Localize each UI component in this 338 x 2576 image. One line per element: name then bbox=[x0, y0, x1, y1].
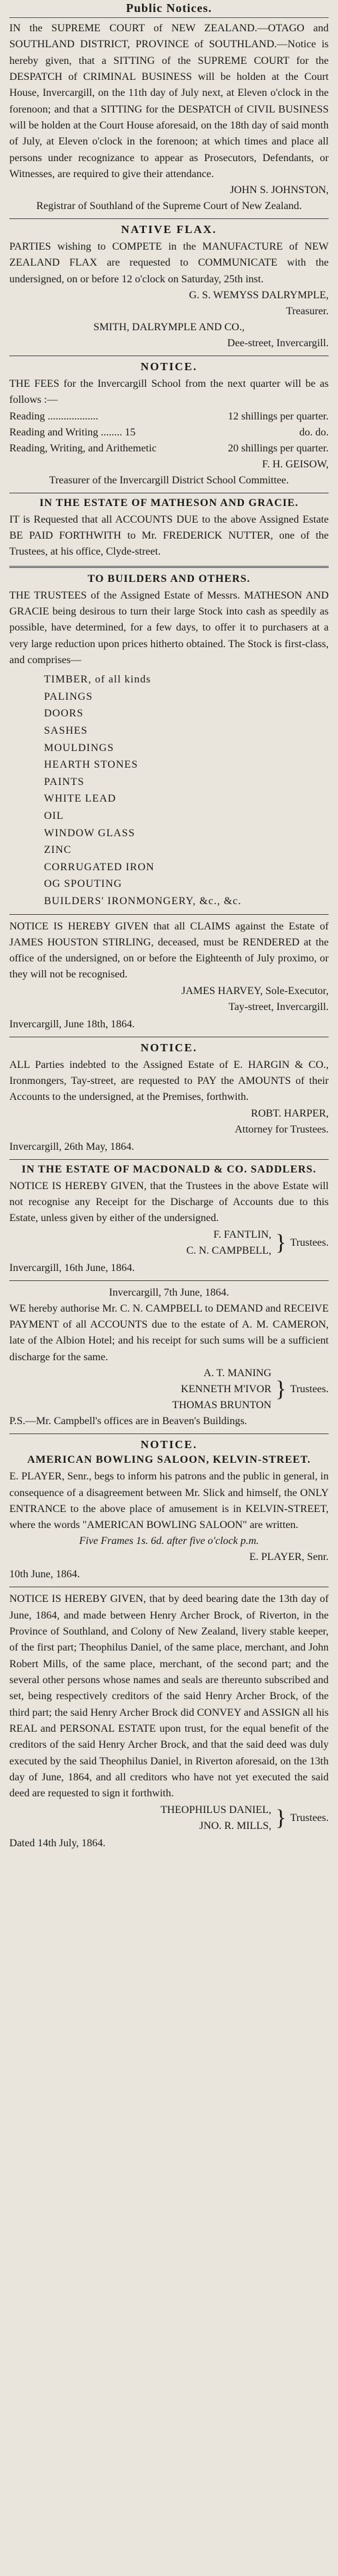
list-item: OG SPOUTING bbox=[44, 878, 123, 890]
trustee-name: KENNETH M'IVOR bbox=[181, 1383, 272, 1395]
trustee-block bbox=[9, 1366, 329, 1414]
notice-body: NOTICE IS HEREBY GIVEN, that the Trustees in the above Estate will not recognise any Receipt for the Discharge of Accounts due to this Estate, unless given by either of the undersigned. bbox=[9, 1180, 329, 1224]
fee-amount: 20 shillings per quarter. bbox=[227, 442, 329, 454]
list-item: DOORS bbox=[44, 708, 84, 720]
list-item: PAINTS bbox=[44, 776, 85, 788]
notice-body: E. PLAYER, Senr., begs to inform his patrons and the public in general, in consequence of a disagreement between Mr. Slick and himself, the ONLY ENTRANCE to the above place of amusement is in KELVIN-STREET, where the words "AMERICAN BOWLING SALOON" are written. bbox=[9, 1471, 329, 1531]
notice-signature-title: Treasurer of the Invercargill District School Committee. bbox=[49, 474, 289, 486]
notice-title: TO BUILDERS AND OTHERS. bbox=[87, 573, 251, 585]
fee-subject: Reading ................... bbox=[9, 410, 99, 422]
notice-postscript: P.S.—Mr. Campbell's offices are in Beaven's Buildings. bbox=[9, 1415, 247, 1427]
list-item: CORRUGATED IRON bbox=[44, 861, 155, 873]
fee-amount: do. do. bbox=[299, 426, 329, 438]
brace-icon: } bbox=[275, 1376, 287, 1402]
notice-signature-address: Dee-street, Invercargill. bbox=[227, 338, 329, 350]
trustee-name: THEOPHILUS DANIEL, bbox=[160, 1804, 272, 1816]
list-item: OIL bbox=[44, 810, 64, 822]
notice-date: Invercargill, 16th June, 1864. bbox=[9, 1262, 135, 1274]
list-item: TIMBER, of all kinds bbox=[44, 674, 151, 686]
notice-signature: E. PLAYER, Senr. bbox=[249, 1551, 329, 1563]
trustee-name: JNO. R. MILLS, bbox=[199, 1820, 272, 1832]
notice-body: NOTICE IS HEREBY GIVEN, that by deed bearing date the 13th day of June, 1864, and made between Henry Archer Brock, of Riverton, in the Province of Southland, and Colony of New Zealand, livery stable keeper, of the first part; Theophilus Daniel, of the same place, merchant, and John Robert Mills, of the same place, merchant, of the second part; and the several other persons whose names and seals are thereunto subscribed and set, being respectively creditors of the said Henry Archer Brock, of the third part; the said Henry Archer Brock did CONVEY and ASSIGN all his REAL and PERSONAL ESTATE upon trust, for the equal benefit of the creditors of the said Henry Archer Brock, and that the said deed was duly executed by the said Theophilus Daniel, in Riverton aforesaid, on the 13th day of June, 1864, and all creditors who have not yet executed the said deed are requested to sign it forthwith. bbox=[9, 1593, 329, 1800]
brace-icon: } bbox=[275, 1230, 287, 1255]
newspaper-column bbox=[9, 0, 329, 1852]
notice-title: IN THE ESTATE OF MACDONALD & CO. SADDLERS. bbox=[21, 1163, 317, 1175]
notice-body: IN the SUPREME COURT of NEW ZEALAND.—OTAGO and SOUTHLAND DISTRICT, PROVINCE of SOUTHLAND.—Notice is hereby given, that a SITTING of the SUPREME COURT for the DESPATCH of CRIMINAL BUSINESS will be holden at the Court House, Invercargill, on the 11th day of July next, at Eleven o'clock in the forenoon; and that a SITTING for the DESPATCH of CIVIL BUSINESS will be holden at the Court House aforesaid, on the 18th day of said month of July, at Eleven o'clock in the forenoon; at which times and place all persons under recognizance to appear as Prosecutors, Defendants, or Witnesses, are required to give their attendance. bbox=[9, 23, 329, 180]
fee-amount: 12 shillings per quarter. bbox=[227, 410, 329, 422]
divider bbox=[9, 1280, 329, 1281]
page-title: Public Notices. bbox=[9, 1, 329, 18]
notice-signature: ROBT. HARPER, bbox=[251, 1107, 329, 1119]
list-item: BUILDERS' IRONMONGERY, &c., &c. bbox=[44, 895, 242, 907]
fee-row bbox=[9, 425, 329, 441]
list-item: ZINC bbox=[44, 844, 72, 856]
trustee-name: THOMAS BRUNTON bbox=[172, 1399, 272, 1411]
notice-signature: F. H. GEISOW, bbox=[262, 458, 329, 470]
notice-subtitle: AMERICAN BOWLING SALOON, KELVIN-STREET. bbox=[27, 1454, 311, 1466]
list-item: PALINGS bbox=[44, 690, 93, 702]
notice-stirling-estate bbox=[9, 919, 329, 1033]
notice-macdonald-estate bbox=[9, 1164, 329, 1276]
list-item: WHITE LEAD bbox=[44, 793, 117, 805]
divider bbox=[9, 1433, 329, 1434]
fee-row bbox=[9, 409, 329, 425]
notice-date: Invercargill, June 18th, 1864. bbox=[9, 1018, 135, 1030]
notice-to-builders bbox=[9, 573, 329, 910]
notice-signature: JOHN S. JOHNSTON, bbox=[229, 184, 329, 196]
notice-title: NATIVE FLAX. bbox=[121, 223, 217, 236]
notice-supreme-court bbox=[9, 21, 329, 214]
notice-cameron-estate bbox=[9, 1285, 329, 1430]
trustee-block bbox=[9, 1227, 329, 1259]
trustee-name: A. T. MANING bbox=[203, 1367, 272, 1379]
notice-body: PARTIES wishing to COMPETE in the MANUFACTURE of NEW ZEALAND FLAX are requested to COMMUNICATE with the undersigned, on or before 12 o'clock on Saturday, 25th inst. bbox=[9, 241, 329, 285]
trustee-names bbox=[172, 1366, 271, 1414]
divider bbox=[9, 1159, 329, 1160]
trustee-name: C. N. CAMPBELL, bbox=[186, 1244, 272, 1256]
notice-hargin-estate bbox=[9, 1041, 329, 1155]
notice-date: Invercargill, 7th June, 1864. bbox=[109, 1286, 229, 1298]
divider bbox=[9, 218, 329, 219]
notice-body: THE TRUSTEES of the Assigned Estate of Messrs. MATHESON AND GRACIE being desirous to turn their large Stock into cash as speedily as possible, have determined, for a few days, to offer it to purchasers at a very large reduction upon prices hitherto obtained. The Stock is first-class, and comprises— bbox=[9, 589, 329, 666]
notice-signature: JAMES HARVEY, Sole-Executor, bbox=[181, 985, 329, 997]
brace-icon: } bbox=[275, 1805, 287, 1830]
trustee-names bbox=[161, 1802, 271, 1834]
notice-signature-firm: SMITH, DALRYMPLE AND CO., bbox=[93, 322, 245, 334]
notice-school-fees bbox=[9, 360, 329, 489]
fee-subject: Reading, Writing, and Arithemetic bbox=[9, 442, 157, 454]
notice-brock-estate bbox=[9, 1591, 329, 1851]
trustee-block bbox=[9, 1802, 329, 1834]
divider bbox=[9, 566, 329, 568]
notice-matheson-gracie bbox=[9, 497, 329, 561]
notice-signature-title: Attorney for Trustees. bbox=[235, 1123, 329, 1135]
list-item: SASHES bbox=[44, 724, 88, 736]
notice-native-flax bbox=[9, 223, 329, 352]
notice-body: THE FEES for the Invercargill School from the next quarter will be as follows :— bbox=[9, 378, 329, 406]
notice-title: NOTICE. bbox=[140, 1438, 198, 1451]
notice-body: WE hereby authorise Mr. C. N. CAMPBELL to DEMAND and RECEIVE PAYMENT of all ACCOUNTS due to the estate of A. M. CAMERON, late of the Albion Hotel; and his receipt for such sums will be a sufficient discharge for the same. bbox=[9, 1302, 329, 1363]
notice-signature-title: Treasurer. bbox=[286, 306, 329, 318]
notice-note: Five Frames 1s. 6d. after five o'clock p.m. bbox=[79, 1535, 259, 1547]
stock-list bbox=[44, 671, 329, 909]
fee-subject: Reading and Writing ........ 15 bbox=[9, 426, 136, 438]
notice-body: IT is Requested that all ACCOUNTS DUE to the above Assigned Estate BE PAID FORTHWITH to Mr. FREDERICK NUTTER, one of the Trustees, at his office, Clyde-street. bbox=[9, 513, 329, 558]
notice-date: Invercargill, 26th May, 1864. bbox=[9, 1141, 135, 1153]
divider bbox=[9, 914, 329, 915]
notice-title: NOTICE. bbox=[140, 1041, 198, 1054]
notice-title: NOTICE. bbox=[140, 360, 198, 374]
trustee-role: Trustees. bbox=[290, 1236, 329, 1248]
trustee-name: F. FANTLIN, bbox=[213, 1228, 272, 1240]
notice-body: NOTICE IS HEREBY GIVEN that all CLAIMS against the Estate of JAMES HOUSTON STIRLING, deceased, must be RENDERED at the office of the undersigned, on or before the Eighteenth of July proximo, or they will not be recognised. bbox=[9, 920, 329, 981]
trustee-names bbox=[186, 1227, 271, 1259]
notice-signature-title: Registrar of Southland of the Supreme Court of New Zealand. bbox=[36, 200, 302, 212]
notice-body: ALL Parties indebted to the Assigned Estate of E. HARGIN & CO., Ironmongers, Tay-street, are requested to PAY the AMOUNTS of their Accounts to the undersigned, at the Premises, forthwith. bbox=[9, 1059, 329, 1103]
list-item: HEARTH STONES bbox=[44, 759, 139, 771]
list-item: WINDOW GLASS bbox=[44, 827, 135, 839]
notice-signature-address: Tay-street, Invercargill. bbox=[228, 1001, 329, 1013]
notice-signature: G. S. WEMYSS DALRYMPLE, bbox=[189, 290, 329, 302]
trustee-role: Trustees. bbox=[290, 1812, 329, 1824]
notice-date: 10th June, 1864. bbox=[9, 1569, 80, 1581]
list-item: MOULDINGS bbox=[44, 742, 114, 754]
notice-date: Dated 14th July, 1864. bbox=[9, 1837, 106, 1849]
fee-row bbox=[9, 441, 329, 457]
notice-title: IN THE ESTATE OF MATHESON AND GRACIE. bbox=[39, 497, 299, 509]
trustee-role: Trustees. bbox=[290, 1383, 329, 1395]
notice-bowling-saloon bbox=[9, 1438, 329, 1583]
